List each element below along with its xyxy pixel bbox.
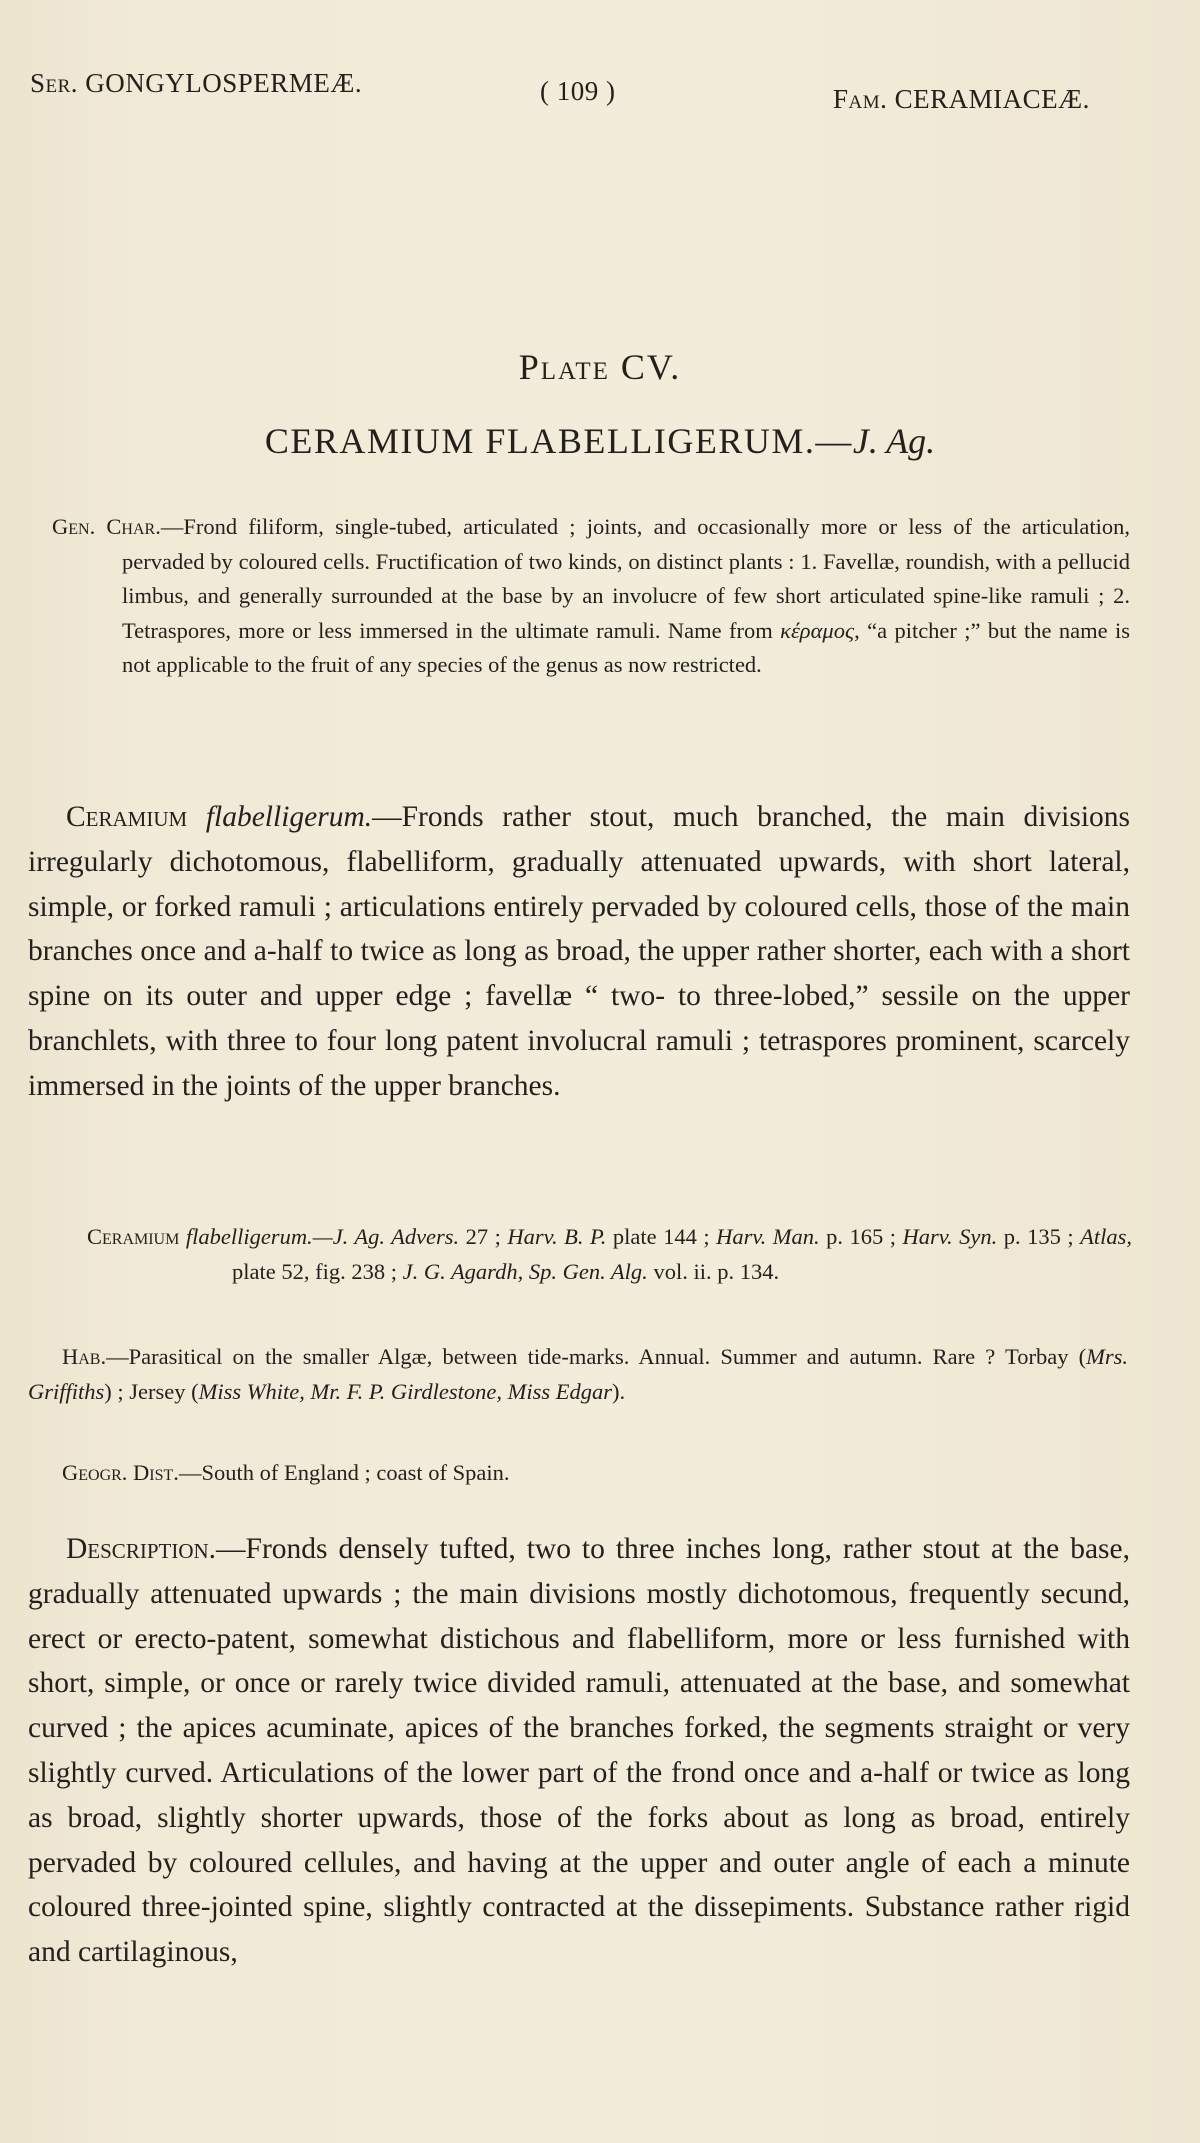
habitat-paragraph [28,1340,1128,1409]
genus-character-paragraph [52,510,1130,683]
greek-word: κέραμος [780,617,855,643]
species-name: CERAMIUM FLABELLIGERUM.— [264,421,853,461]
description-label: Description. [66,1533,217,1565]
plate-title: Plate CV. [518,347,682,387]
reference-4-detail: p. 135 ; [997,1224,1081,1249]
diagnosis-text: —Fronds rather stout, much branched, the main divisions irregularly dichotomous, flabelliform, gradually attenuated upwards, with short lateral, simple, or forked ramuli ; articulations entirely pervaded by coloured cells, those of the main branches once and a-half to twice as long as broad, the upper rather shorter, each with a short spine on its outer and upper edge ; favellæ “ two- to three-lobed,” sessile on the upper branchlets, with three to four long patent involucral ramuli ; tetraspores prominent, scarcely immersed in the joints of the upper branches. [28,801,1131,1102]
synonymy-genus: Ceramium [87,1224,180,1249]
running-header-series: Ser. GONGYLOSPERMEÆ. [30,68,363,98]
collector-2: Miss White, Mr. F. P. Girdlestone, Miss Edgar [198,1378,612,1404]
genus-character-text: —Frond filiform, single-tubed, articulated ; joints, and occasionally more or less of the articulation, pervaded by coloured cells. Fructification of two kinds, on distinct plants : 1. Favellæ, roundish, with a pellucid limbus, and generally surrounded at the base by an involucre of few short articulated spine-like ramuli ; 2. Tetraspores, more or less immersed in the ultimate ramuli. Name from [122,514,1130,643]
description-text: —Fronds densely tufted, two to three inches long, rather stout at the base, gradually attenuated upwards ; the main divisions mostly dichotomous, frequently secund, erect or erecto-patent, somewhat distichous and flabelliform, more or less furnished with short, simple, or once or rarely twice divided ramuli, attenuated at the base, and somewhat curved ; the apices acuminate, apices of the branches forked, the segments straight or very slightly curved. Articulations of the lower part of the frond once and a-half or twice as long as broad, slightly shorter upwards, those of the forks about as long as broad, entirely pervaded by coloured cellules, and having at the upper and outer angle of each a minute coloured three-jointed spine, slightly contracted at the dissepiments. Substance rather rigid and cartilaginous, [28,1533,1130,1969]
reference-2-detail: plate 144 ; [606,1224,717,1249]
reference-2: Harv. B. P. [507,1224,607,1249]
habitat-text-2: ) ; Jersey ( [104,1378,199,1404]
reference-6-detail: vol. ii. p. 134. [647,1258,780,1284]
running-header-family: Fam. CERAMIACEÆ. [833,84,1090,114]
species-diagnosis-paragraph [28,795,1130,1109]
reference-5-detail: plate 52, fig. 238 ; [232,1258,403,1284]
synonymy-paragraph [87,1220,1132,1289]
reference-1-detail: 27 ; [459,1224,508,1249]
distribution-text: —South of England ; coast of Spain. [178,1460,510,1485]
habitat-text-3: ). [611,1378,626,1404]
synonymy-species: flabelligerum. [185,1224,313,1249]
genus-character-text-end: , “a pitcher ;” but the name is not applicable to the fruit of any species of the genus as now restricted. [122,617,1130,677]
species-author: J. Ag. [852,421,936,461]
reference-4: Harv. Syn. [902,1224,998,1249]
genus-character-label: Gen. Char. [52,514,161,539]
reference-3: Harv. Man. [716,1224,820,1249]
description-paragraph [28,1527,1130,1975]
distribution-paragraph [62,1456,1128,1491]
distribution-label: Geogr. Dist. [62,1460,179,1485]
reference-1: —J. Ag. Advers. [312,1224,460,1249]
habitat-text: —Parasitical on the smaller Algæ, between tide-marks. Annual. Summer and autumn. Rare ? Torbay ( [106,1344,1087,1369]
reference-3-detail: p. 165 ; [819,1224,903,1249]
diagnosis-species: flabelligerum. [205,801,373,833]
habitat-label: Hab. [62,1344,107,1369]
reference-6: J. G. Agardh, Sp. Gen. Alg. [402,1258,648,1284]
collector-1: Mrs. Griffiths [28,1344,1128,1404]
species-title [0,420,1200,462]
reference-5: Atlas, [1080,1224,1132,1249]
page-number: ( 109 ) [540,76,616,106]
diagnosis-genus: Ceramium [66,801,188,833]
